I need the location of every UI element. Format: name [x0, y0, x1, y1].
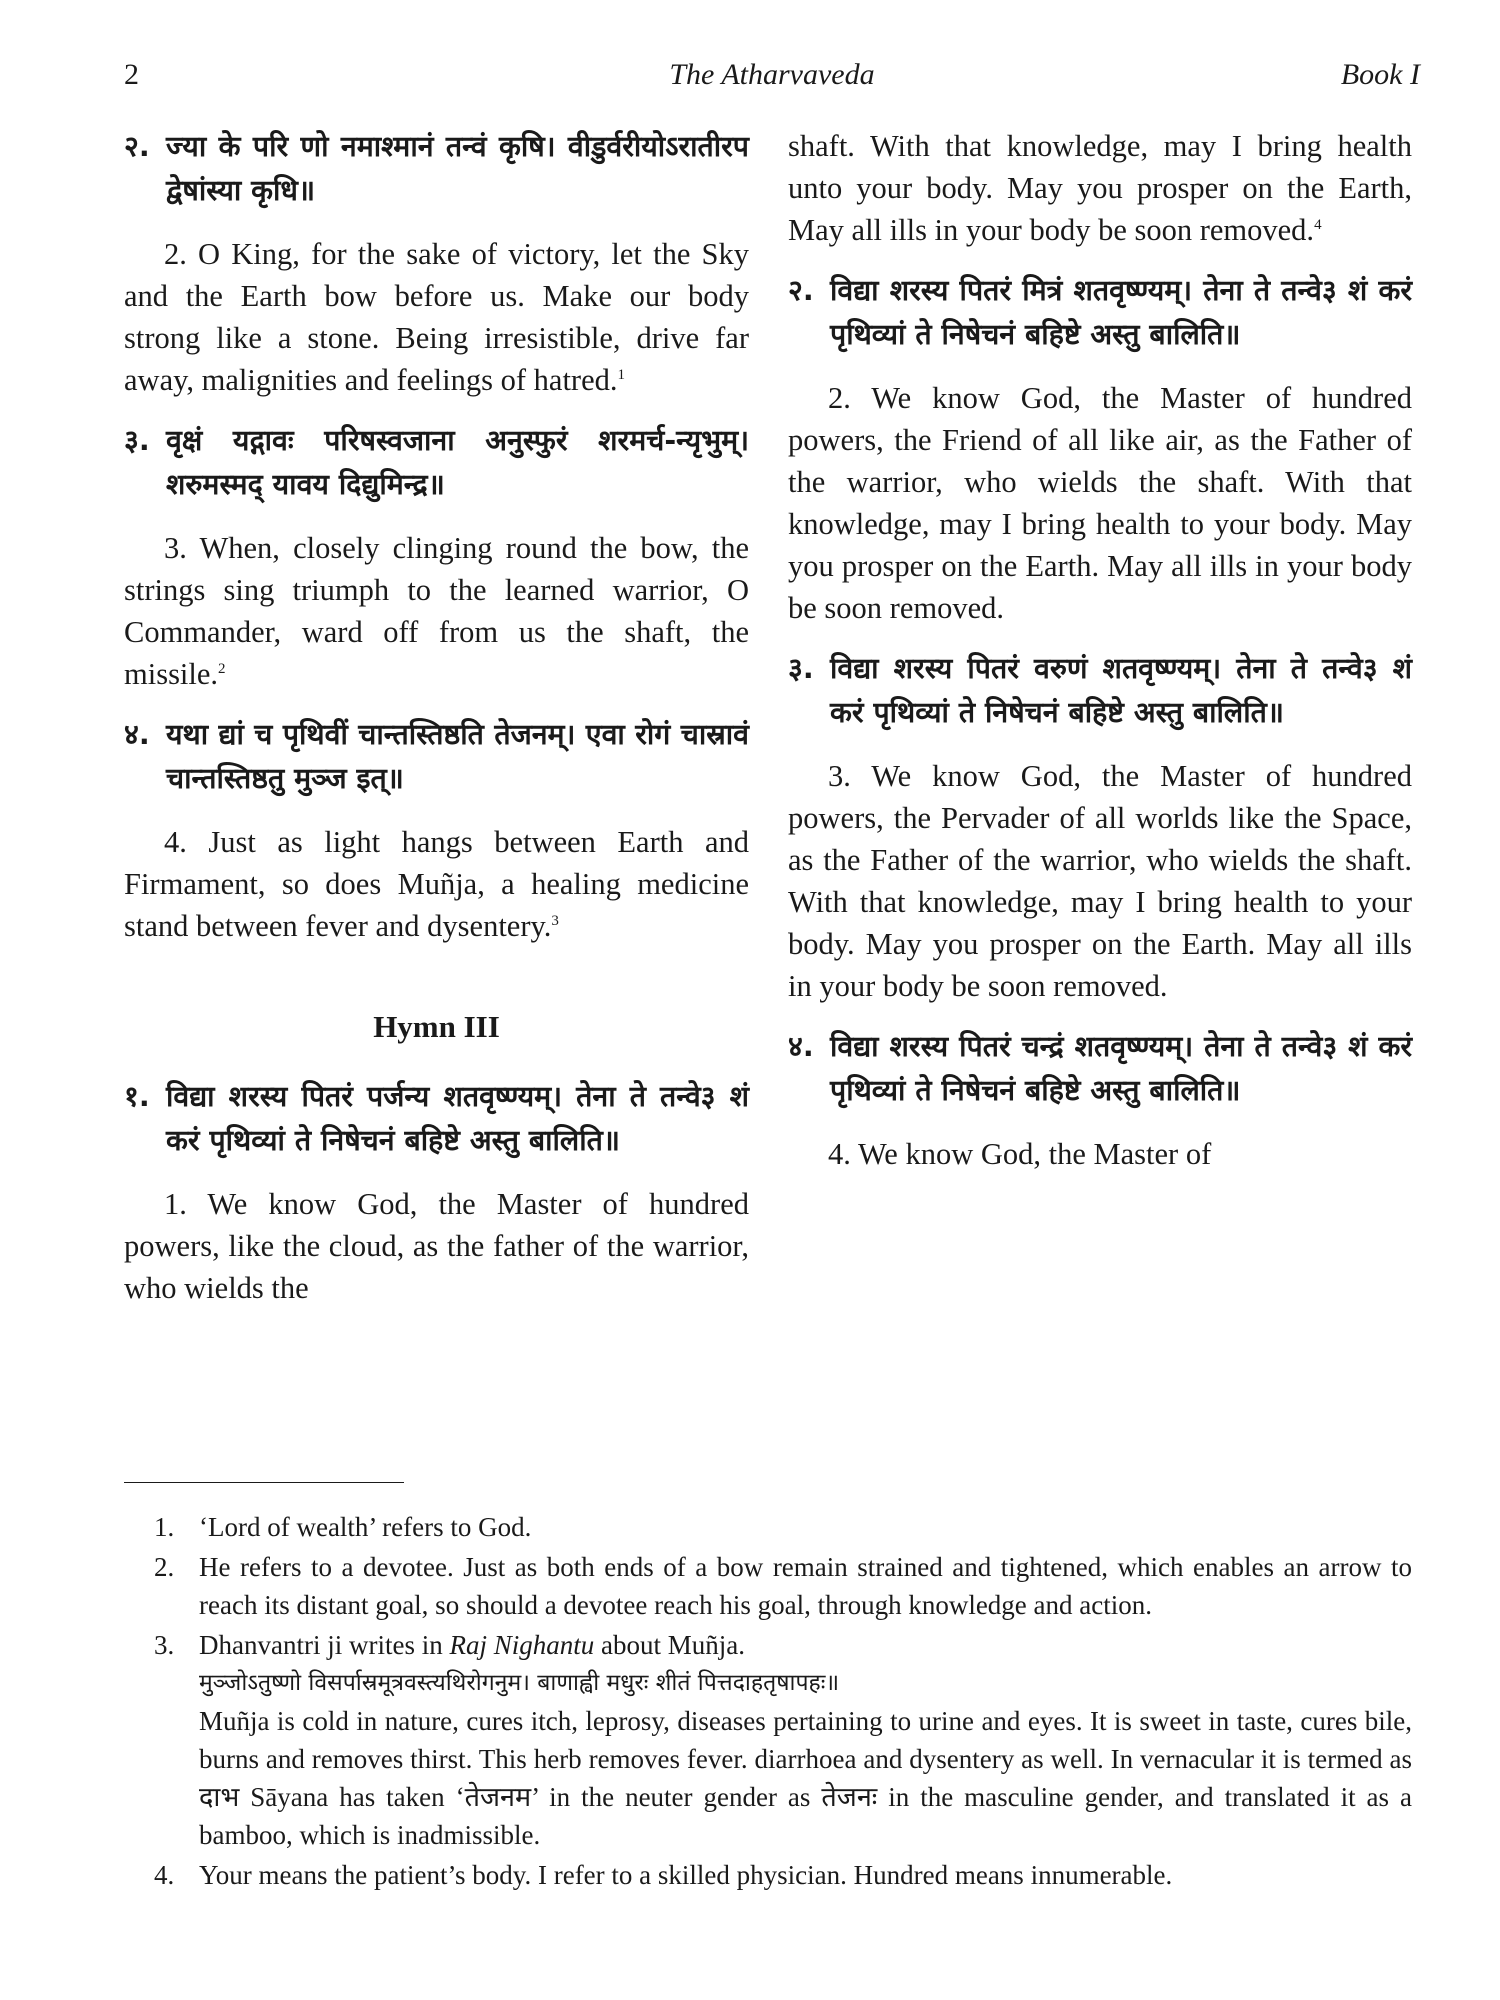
right-column: [788, 125, 1412, 1193]
translation-paragraph: 3. We know God, the Master of hundred powers, the Pervader of all worlds like the Space, as the Father of the warrior, who wields the shaft. With that knowledge, may I bring health to your body. May you prosper on the Earth. May all ills in your body be soon removed.: [788, 759, 1412, 1003]
verse-number: ३.: [124, 424, 150, 457]
footnote-ref: 1: [617, 366, 625, 383]
hymn-title: Hymn III: [373, 1009, 500, 1044]
footnotes: [154, 1508, 1412, 1896]
verse-number: २.: [124, 130, 150, 163]
verse-number: ४.: [788, 1030, 814, 1063]
footnote-number: 1.: [154, 1512, 175, 1542]
sanskrit-verse: [788, 1025, 1412, 1113]
sanskrit-verse: [124, 1075, 749, 1163]
translation-paragraph: 4. We know God, the Master of: [828, 1137, 1212, 1171]
footnote-rule: [124, 1482, 404, 1483]
verse-text: विद्या शरस्य पितरं पर्जन्य शतवृष्ण्यम्। तेना ते तन्वे३ शं करं पृथिव्यां ते निषेचनं बहिष्टे अस्तु बालिति॥: [166, 1080, 749, 1157]
sanskrit-verse: [124, 713, 749, 801]
footnote-number: 3.: [154, 1630, 175, 1660]
translation-paragraph: shaft. With that knowledge, may I bring health unto your body. May you prosper on the Earth, May all ills in your body be soon removed.$^4$: [788, 129, 1412, 247]
footnote: [154, 1856, 1412, 1894]
translation-paragraph: 1. We know God, the Master of hundred powers, like the cloud, as the father of the warrior, who wields the: [124, 1187, 749, 1305]
footnote: [154, 1548, 1412, 1624]
translation-paragraph: 2. O King, for the sake of victory, let the Sky and the Earth bow before us. Make our body strong like a stone. Being irresistible, drive far away, malignities and feelings of hatred.$^1$: [124, 237, 749, 397]
page-header: [124, 58, 1420, 98]
running-title: The Atharvaveda: [669, 58, 875, 91]
sanskrit-verse: [124, 125, 749, 213]
verse-number: ३.: [788, 652, 814, 685]
footnote-text: He refers to a devotee. Just as both ends of a bow remain strained and tightened, which enables an arrow to reach its distant goal, so should a devotee reach his goal, through knowledge and action.: [199, 1552, 1412, 1620]
footnote-ref: 4: [1314, 216, 1322, 233]
sanskrit-verse: [124, 419, 749, 507]
sanskrit-quote: मुञ्जोऽतुष्णो विसर्पास्रमूत्रवस्त्यथिरोगनुम। बाणाह्वी मधुरः शीतं पित्तदाहतृषापहः॥: [199, 1670, 840, 1696]
footnote-ref: 2: [218, 660, 226, 677]
translation-paragraph: 4. Just as light hangs between Earth and Firmament, so does Muñja, a healing medicine stand between fever and dysentery.$^3$: [124, 825, 749, 943]
verse-number: ४.: [124, 718, 150, 751]
verse-text: विद्या शरस्य पितरं मित्रं शतवृष्ण्यम्। तेना ते तन्वे३ शं करं पृथिव्यां ते निषेचनं बहिष्टे अस्तु बालिति॥: [830, 274, 1412, 351]
verse-text: विद्या शरस्य पितरं वरुणं शतवृष्ण्यम्। तेना ते तन्वे३ शं करं पृथिव्यां ते निषेचनं बहिष्टे अस्तु बालिति॥: [830, 652, 1412, 729]
verse-text: ज्या के परि णो नमाश्मानं तन्वं कृषि। वीडुर्वरीयोऽरातीरप द्वेषांस्या कृधि॥: [166, 130, 749, 207]
footnote: [154, 1508, 1412, 1546]
footnote-text: ‘Lord of wealth’ refers to God.: [199, 1512, 532, 1542]
sanskrit-verse: [788, 269, 1412, 357]
verse-number: १.: [124, 1080, 150, 1113]
book-title: Raj Nighantu: [449, 1630, 595, 1660]
footnote-text: Dhanvantri ji writes in Raj Nighantu about Muñja. मुञ्जोऽतुष्णो विसर्पास्रमूत्रवस्त्यथिरोगनुम। बाणाह्वी मधुरः शीतं पित्तदाहतृषापहः॥ Muñja is cold in nature, cures itch, leprosy, diseases pertaining to urine and eyes. It is sweet in taste, cures bile, burns and removes thirst. This herb removes fever. diarrhoea and dysentery as well. In vernacular it is termed as दाभ Sāyana has taken ‘तेजनम’ in the neuter gender as तेजनः in the masculine gender, and translated it as a bamboo, which is inadmissible.: [199, 1630, 1412, 1850]
verse-number: २.: [788, 274, 814, 307]
left-column: [124, 125, 749, 1327]
book-label: Book I: [1340, 58, 1420, 91]
footnote: [154, 1626, 1412, 1854]
verse-text: वृक्षं यद्गावः परिषस्वजाना अनुस्फुरं शरमर्च-न्यृभुम्। शरुमस्मद् यावय दिद्युमिन्द्र॥: [166, 424, 749, 501]
verse-text: विद्या शरस्य पितरं चन्द्रं शतवृष्ण्यम्। तेना ते तन्वे३ शं करं पृथिव्यां ते निषेचनं बहिष्टे अस्तु बालिति॥: [830, 1030, 1412, 1107]
footnote-text: Your means the patient’s body. I refer to a skilled physician. Hundred means innumerable.: [199, 1860, 1173, 1890]
footnote-ref: 3: [551, 912, 559, 929]
page-number: 2: [124, 58, 139, 91]
translation-paragraph: 3. When, closely clinging round the bow, the strings sing triumph to the learned warrior, O Commander, ward off from us the shaft, the missile.$^2$: [124, 531, 749, 691]
translation-paragraph: 2. We know God, the Master of hundred powers, the Friend of all like air, as the Father of the warrior, who wields the shaft. With that knowledge, may I bring health to your body. May you prosper on the Earth. May all ills in your body be soon removed.: [788, 381, 1412, 625]
verse-text: यथा द्यां च पृथिवीं चान्तस्तिष्ठति तेजनम्। एवा रोगं चास्रावं चान्तस्तिष्ठतु मुञ्ज इत्॥: [166, 718, 749, 795]
sanskrit-verse: [788, 647, 1412, 735]
footnote-number: 2.: [154, 1552, 175, 1582]
footnote-number: 4.: [154, 1860, 175, 1890]
